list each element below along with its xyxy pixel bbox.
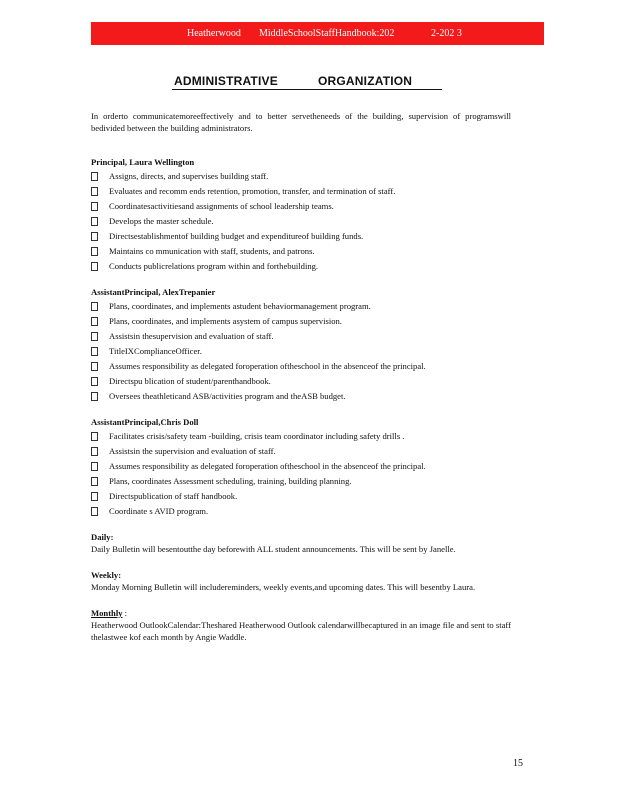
document-body	[91, 110, 511, 657]
list-item: Facilitates crisis/safety team -building, crisis team coordinator including safety drills .	[91, 430, 511, 442]
list-item: Assistsin thesupervision and evaluation of staff.	[91, 330, 511, 342]
daily-text: Daily Bulletin will besentoutthe day beforewith ALL student announcements. This will be sent by Janelle.	[91, 544, 456, 554]
monthly-heading: Monthly	[91, 608, 123, 618]
assistant-principal-1-duties	[91, 300, 511, 402]
monthly-section	[91, 607, 511, 643]
weekly-text: Monday Morning Bulletin will includereminders, weekly events,and upcoming dates. This will besentby Laura.	[91, 582, 476, 592]
header-school: Heatherwood	[187, 28, 241, 39]
list-item: Directspu blication of student/parenthandbook.	[91, 375, 511, 387]
intro-paragraph: In orderto communicatemoreeffectively and to better servetheneeds of the building, supervision of programswill bedivided between the building administrators.	[91, 111, 511, 133]
principal-heading: Principal, Laura Wellington	[91, 157, 195, 167]
monthly-text: Heatherwood OutlookCalendar:Theshared Heatherwood Outlook calendarwillbecaptured in an image file and sent to staff thelastwee kof each month by Angie Waddle.	[91, 620, 511, 642]
list-item: Assistsin the supervision and evaluation of staff.	[91, 445, 511, 457]
list-item: Maintains co mmunication with staff, students, and patrons.	[91, 245, 511, 257]
weekly-section	[91, 569, 511, 593]
weekly-heading: Weekly:	[91, 570, 122, 580]
list-item: Oversees theathleticand ASB/activities program and theASB budget.	[91, 390, 511, 402]
list-item: Assumes responsibility as delegated foroperation oftheschool in the absenceof the principal.	[91, 360, 511, 372]
list-item: TitleIXComplianceOfficer.	[91, 345, 511, 357]
list-item: Plans, coordinates, and implements astudent behaviormanagement program.	[91, 300, 511, 312]
list-item: Plans, coordinates Assessment scheduling, training, building planning.	[91, 475, 511, 487]
header-bar	[91, 22, 544, 45]
list-item: Plans, coordinates, and implements asystem of campus supervision.	[91, 315, 511, 327]
list-item: Assumes responsibility as delegated foroperation oftheschool in the absenceof the principal.	[91, 460, 511, 472]
title-left: ADMINISTRATIVE	[174, 74, 278, 88]
list-item: Coordinate s AVID program.	[91, 505, 511, 517]
list-item: Conducts publicrelations program within and forthebuilding.	[91, 260, 511, 272]
assistant-principal-2-section	[91, 416, 511, 517]
list-item: Directsestablishmentof building budget and expenditureof building funds.	[91, 230, 511, 242]
principal-duties	[91, 170, 511, 272]
assistant-principal-2-heading: AssistantPrincipal,Chris Doll	[91, 417, 199, 427]
assistant-principal-2-duties	[91, 430, 511, 517]
monthly-heading-row	[91, 607, 511, 619]
title-right: ORGANIZATION	[318, 74, 413, 88]
header-year: 2-202 3	[431, 28, 462, 39]
list-item: Develops the master schedule.	[91, 215, 511, 227]
principal-section	[91, 156, 511, 272]
list-item: Coordinatesactivitiesand assignments of school leadership teams.	[91, 200, 511, 212]
list-item: Directspublication of staff handbook.	[91, 490, 511, 502]
assistant-principal-1-heading: AssistantPrincipal, AlexTrepanier	[91, 287, 216, 297]
daily-heading: Daily:	[91, 532, 114, 542]
list-item: Evaluates and recomm ends retention, promotion, transfer, and termination of staff.	[91, 185, 511, 197]
monthly-heading-colon: :	[124, 608, 128, 618]
assistant-principal-1-section	[91, 286, 511, 402]
list-item: Assigns, directs, and supervises building staff.	[91, 170, 511, 182]
title-underline	[172, 89, 442, 90]
page-number: 15	[513, 758, 523, 769]
header-handbook: MiddleSchoolStaffHandbook:202	[259, 28, 395, 39]
daily-section	[91, 531, 511, 555]
